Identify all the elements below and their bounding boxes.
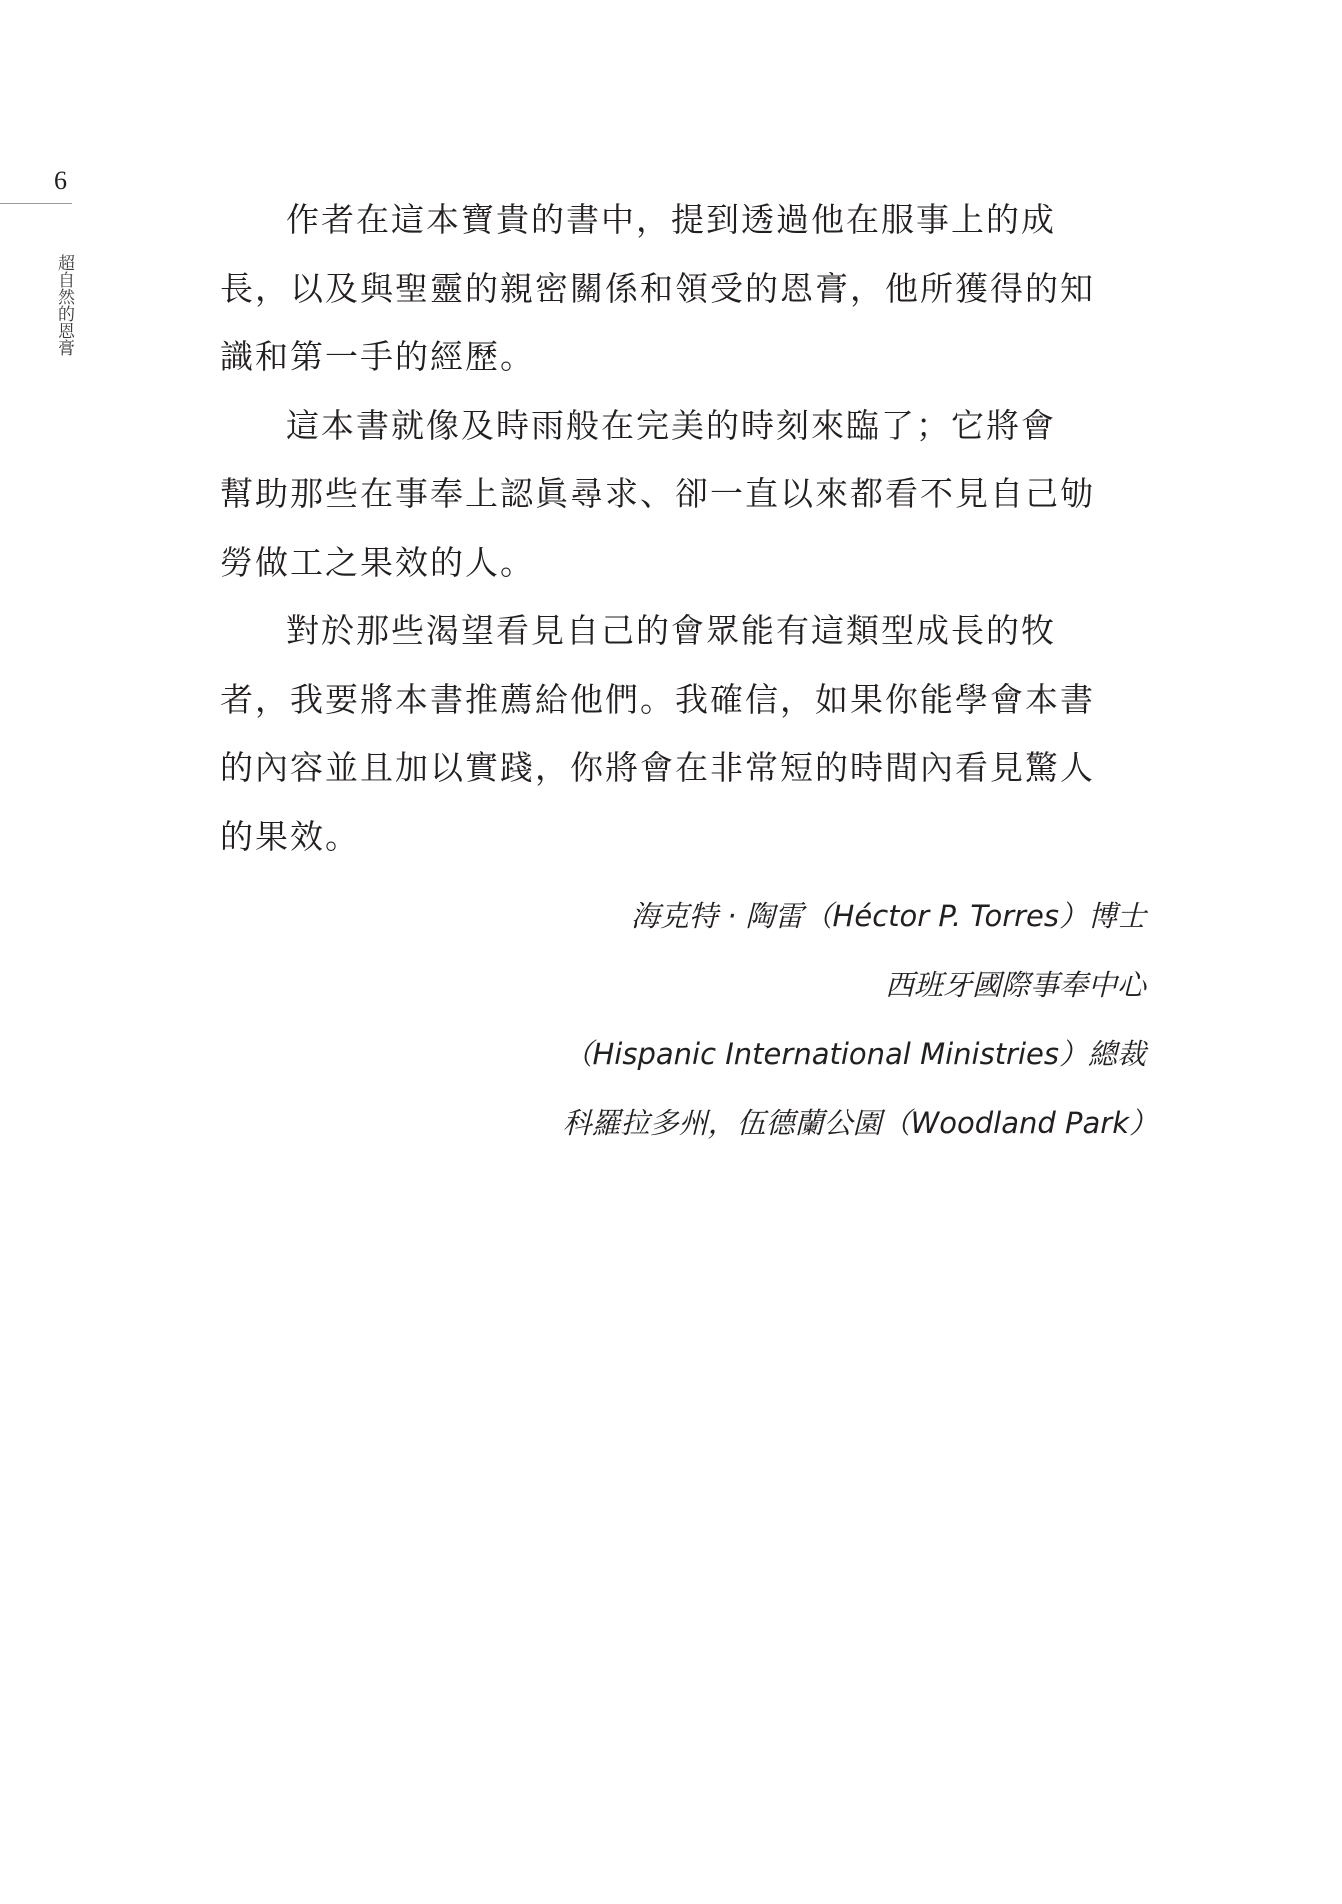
text-line: 的果效。 bbox=[220, 816, 360, 856]
text-line: 者，我要將本書推薦給他們。我確信，如果你能學會本書 bbox=[220, 679, 1095, 719]
body-text bbox=[220, 186, 1140, 871]
signature-org-en: （Hispanic International Ministries）總裁 bbox=[563, 1037, 1146, 1071]
paragraph-1 bbox=[220, 186, 1140, 392]
text-line: 作者在這本寶貴的書中，提到透過他在服事上的成 bbox=[286, 200, 1056, 239]
text-line: 的內容並且加以實踐，你將會在非常短的時間內看見驚人 bbox=[220, 748, 1095, 787]
signature-org-zh: 西班牙國際事奉中心 bbox=[884, 968, 1146, 1002]
page-number: 6 bbox=[54, 166, 67, 195]
text-line: 這本書就像及時雨般在完美的時刻來臨了；它將會 bbox=[286, 405, 1056, 445]
header-divider bbox=[0, 203, 72, 204]
text-line: 勞做工之果效的人。 bbox=[220, 542, 535, 582]
text-line: 長，以及與聖靈的親密關係和領受的恩膏，他所獲得的知 bbox=[220, 268, 1095, 308]
running-title: 超自然的恩膏 bbox=[54, 254, 74, 356]
signature-name: 海克特 · 陶雷（Héctor P. Torres）博士 bbox=[630, 899, 1146, 933]
text-line: 對於那些渴望看見自己的會眾能有這類型成長的牧 bbox=[286, 611, 1056, 650]
paragraph-3 bbox=[220, 597, 1140, 871]
text-line: 幫助那些在事奉上認眞尋求、卻一直以來都看不見自己劬 bbox=[220, 474, 1095, 513]
signature-location: 科羅拉多州，伍德蘭公園（Woodland Park） bbox=[562, 1106, 1158, 1140]
signature-block bbox=[562, 882, 1158, 1158]
paragraph-2 bbox=[220, 392, 1140, 598]
text-line: 識和第一手的經歷。 bbox=[220, 337, 535, 376]
